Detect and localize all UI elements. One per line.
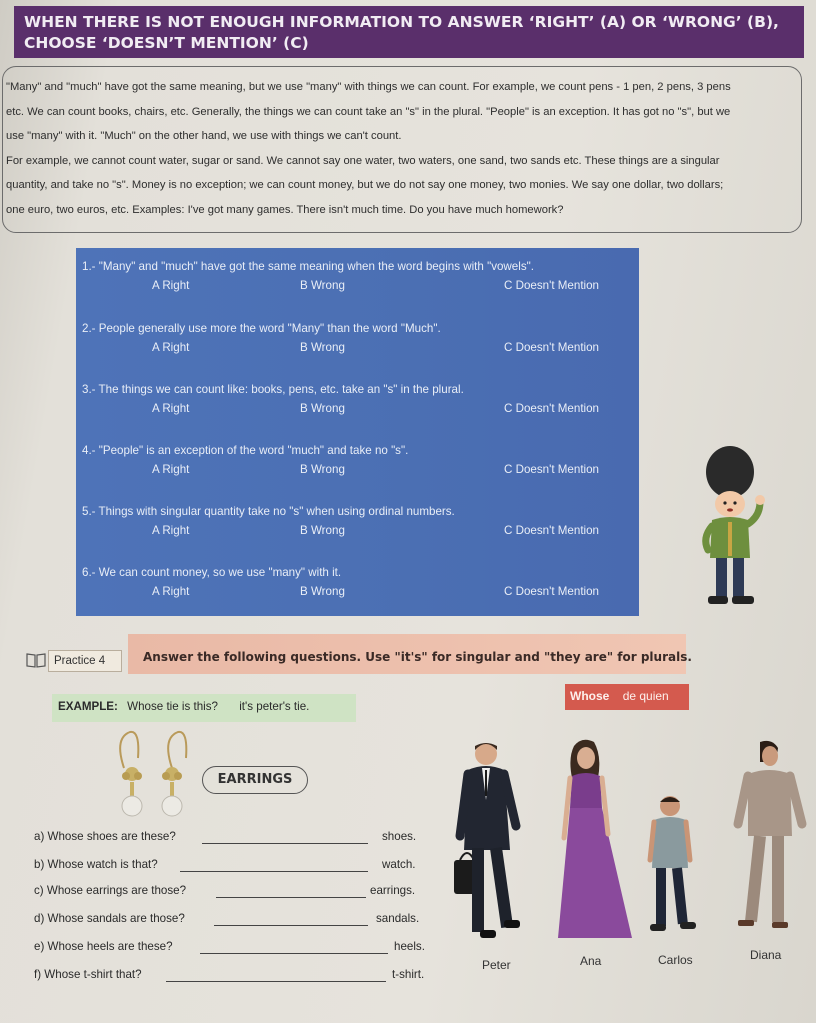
question-text: c) Whose earrings are those? bbox=[34, 884, 187, 897]
question-text: 5.- Things with singular quantity take no "s" when using ordinal numbers. bbox=[82, 505, 455, 518]
vocabulary-box bbox=[565, 684, 689, 710]
diana-illustration bbox=[726, 740, 810, 934]
peter-illustration bbox=[452, 740, 532, 948]
question-text: a) Whose shoes are these? bbox=[34, 830, 176, 843]
person-name-peter: Peter bbox=[482, 958, 511, 972]
question-text: 1.- "Many" and "much" have got the same meaning when the word begins with "vowels". bbox=[82, 260, 534, 273]
answer-noun: t-shirt. bbox=[392, 968, 425, 981]
instructions-header bbox=[14, 6, 804, 58]
question-text: 4.- "People" is an exception of the word "much" and take no "s". bbox=[82, 444, 409, 457]
answer-blank[interactable] bbox=[200, 953, 388, 954]
option-a[interactable]: A Right bbox=[152, 279, 190, 292]
earrings-image bbox=[110, 728, 196, 824]
guard-soldier-illustration bbox=[694, 446, 768, 610]
answer-blank[interactable] bbox=[166, 981, 386, 982]
intro-line: For example, we cannot count water, sugar or sand. We cannot say one water, two waters, one sand, two sands etc. These things are a singular bbox=[6, 154, 720, 167]
answer-blank[interactable] bbox=[216, 897, 366, 898]
answer-blank[interactable] bbox=[180, 871, 368, 872]
answer-noun: watch. bbox=[382, 858, 416, 871]
example-answer: it's peter's tie. bbox=[239, 700, 310, 713]
quiz-question-5 bbox=[76, 505, 639, 555]
option-b[interactable]: B Wrong bbox=[300, 341, 345, 354]
question-text: e) Whose heels are these? bbox=[34, 940, 173, 953]
question-e bbox=[34, 940, 454, 962]
question-text: f) Whose t-shirt that? bbox=[34, 968, 142, 981]
person-name-ana: Ana bbox=[580, 954, 602, 968]
question-a bbox=[34, 830, 454, 852]
question-text: 3.- The things we can count like: books, pens, etc. take an "s" in the plural. bbox=[82, 383, 464, 396]
vocab-word: Whose bbox=[570, 689, 610, 703]
answer-noun: heels. bbox=[394, 940, 425, 953]
option-a[interactable]: A Right bbox=[152, 402, 190, 415]
open-book-icon bbox=[26, 652, 46, 668]
option-c[interactable]: C Doesn't Mention bbox=[504, 279, 600, 292]
quiz-panel bbox=[76, 248, 639, 616]
answer-blank[interactable] bbox=[202, 843, 368, 844]
option-b[interactable]: B Wrong bbox=[300, 279, 345, 292]
question-f bbox=[34, 968, 454, 990]
intro-line: quantity, and take no "s". Money is no exception; we can count money, but we do not say one money, two monies. We say one dollar, two dollars; bbox=[6, 179, 724, 191]
option-b[interactable]: B Wrong bbox=[300, 585, 345, 598]
option-b[interactable]: B Wrong bbox=[300, 463, 345, 476]
intro-line: use "many" with it. "Much" on the other hand, we use with things we can't count. bbox=[6, 130, 402, 142]
answer-noun: shoes. bbox=[382, 830, 417, 843]
intro-line: one euro, two euros, etc. Examples: I've got many games. There isn't much time. Do you have much homework? bbox=[6, 203, 564, 216]
carlos-illustration bbox=[646, 794, 702, 936]
practice-label: Practice 4 bbox=[48, 650, 122, 672]
question-text: 2.- People generally use more the word "Many" than the word "Much". bbox=[82, 322, 441, 335]
question-c bbox=[34, 884, 454, 906]
vocab-translation: de quien bbox=[622, 689, 669, 703]
quiz-question-2 bbox=[76, 322, 639, 372]
grammar-explanation-box bbox=[2, 66, 802, 233]
intro-line: "Many" and "much" have got the same meaning, but we use "many" with things we can count. For example, we count pens - 1 pen, 2 pens, 3 pens bbox=[6, 81, 731, 93]
header-line-2: CHOOSE ‘DOESN’T MENTION’ (C) bbox=[24, 34, 309, 52]
person-name-carlos: Carlos bbox=[658, 953, 693, 967]
option-c[interactable]: C Doesn't Mention bbox=[504, 585, 600, 598]
ana-illustration bbox=[552, 738, 638, 944]
question-text: b) Whose watch is that? bbox=[34, 858, 158, 871]
header-line-1: WHEN THERE IS NOT ENOUGH INFORMATION TO ANSWER ‘RIGHT’ (A) OR ‘WRONG’ (B), bbox=[24, 13, 779, 31]
question-b bbox=[34, 858, 454, 880]
question-d bbox=[34, 912, 454, 934]
practice-instruction: Answer the following questions. Use "it's" for singular and "they are" for plurals. bbox=[128, 634, 686, 674]
example-label: EXAMPLE: bbox=[58, 700, 118, 713]
quiz-question-1 bbox=[76, 260, 639, 310]
option-b[interactable]: B Wrong bbox=[300, 524, 345, 537]
answer-noun: sandals. bbox=[376, 912, 420, 925]
option-a[interactable]: A Right bbox=[152, 341, 190, 354]
option-c[interactable]: C Doesn't Mention bbox=[504, 524, 600, 537]
quiz-question-3 bbox=[76, 383, 639, 433]
option-c[interactable]: C Doesn't Mention bbox=[504, 463, 600, 476]
example-box bbox=[52, 694, 356, 722]
option-c[interactable]: C Doesn't Mention bbox=[504, 341, 600, 354]
example-question: Whose tie is this? bbox=[127, 700, 218, 713]
quiz-question-6 bbox=[76, 566, 639, 616]
option-a[interactable]: A Right bbox=[152, 524, 190, 537]
answer-noun: earrings. bbox=[370, 884, 416, 897]
option-c[interactable]: C Doesn't Mention bbox=[504, 402, 600, 415]
person-name-diana: Diana bbox=[750, 948, 782, 962]
intro-line: etc. We can count books, chairs, etc. Generally, the things we can count take an "s" in the plural. "People" is an exception. It has got no "s", but we bbox=[6, 105, 731, 118]
option-a[interactable]: A Right bbox=[152, 585, 190, 598]
answer-blank[interactable] bbox=[214, 925, 368, 926]
question-text: d) Whose sandals are those? bbox=[34, 912, 185, 925]
option-a[interactable]: A Right bbox=[152, 463, 190, 476]
option-b[interactable]: B Wrong bbox=[300, 402, 345, 415]
quiz-question-4 bbox=[76, 444, 639, 494]
earrings-label: EARRINGS bbox=[202, 766, 308, 794]
question-text: 6.- We can count money, so we use "many" with it. bbox=[82, 566, 342, 579]
